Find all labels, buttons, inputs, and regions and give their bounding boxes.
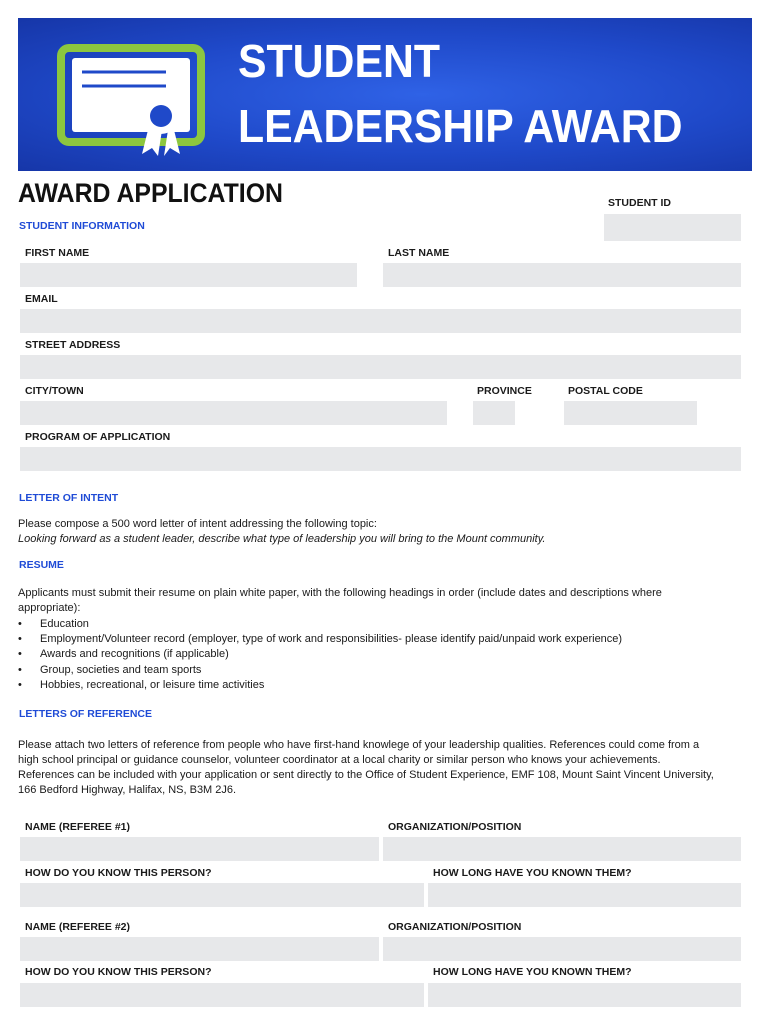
list-item: • Hobbies, recreational, or leisure time activities xyxy=(18,678,748,693)
resume-heading: RESUME xyxy=(19,559,64,571)
referee1-how-long-field[interactable] xyxy=(428,883,741,907)
certificate-icon xyxy=(56,44,206,156)
student-information-heading: STUDENT INFORMATION xyxy=(19,220,145,232)
email-field[interactable] xyxy=(20,309,741,333)
referee2-how-field[interactable] xyxy=(20,983,424,1007)
references-text: Please attach two letters of reference from people who have first-hand knowlege of your leadership qualities. References could come from a high school principal or guidance counselor, volunteer coordinator at a local charity or similar person who knows your achievements. References can be included with your application or sent directly to the Office of Student Experience, EMF 108, Mount Saint Vincent University, 166 Bedford Highway, Halifax, NS, B3M 2J6. xyxy=(18,739,714,796)
first-name-label: FIRST NAME xyxy=(25,247,90,259)
referee1-how-long-label: HOW LONG HAVE YOU KNOWN THEM? xyxy=(433,867,632,879)
program-field[interactable] xyxy=(20,447,741,471)
letter-of-intent-line1: Please compose a 500 word letter of intent addressing the following topic: xyxy=(18,518,377,530)
street-address-label: STREET ADDRESS xyxy=(25,339,121,351)
referee1-how-label: HOW DO YOU KNOW THIS PERSON? xyxy=(25,867,212,879)
resume-intro: Applicants must submit their resume on plain white paper, with the following headings in order (include dates and descriptions where appropriate): xyxy=(18,587,662,614)
banner-title-line1: STUDENT xyxy=(238,35,441,87)
letter-of-intent-line2: Looking forward as a student leader, describe what type of leadership you will bring to the Mount community. xyxy=(18,533,546,545)
referee1-how-field[interactable] xyxy=(20,883,424,907)
resume-list xyxy=(18,617,748,693)
list-item: • Awards and recognitions (if applicable) xyxy=(18,647,748,662)
list-item: • Group, societies and team sports xyxy=(18,663,748,678)
postal-code-field[interactable] xyxy=(564,401,697,425)
letters-of-reference-heading: LETTERS OF REFERENCE xyxy=(19,708,153,720)
student-id-field[interactable] xyxy=(604,214,741,241)
referee2-how-long-label: HOW LONG HAVE YOU KNOWN THEM? xyxy=(433,966,632,978)
list-item: • Employment/Volunteer record (employer, type of work and responsibilities- please identify paid/unpaid work experience) xyxy=(18,632,748,647)
first-name-field[interactable] xyxy=(20,263,357,287)
referee1-name-field[interactable] xyxy=(20,837,379,861)
city-field[interactable] xyxy=(20,401,447,425)
last-name-field[interactable] xyxy=(383,263,741,287)
student-id-label: STUDENT ID xyxy=(608,197,671,209)
postal-code-label: POSTAL CODE xyxy=(568,385,643,397)
banner-title-line2: LEADERSHIP AWARD xyxy=(238,100,683,152)
letter-of-intent-text xyxy=(18,517,748,547)
referee2-org-field[interactable] xyxy=(383,937,741,961)
program-label: PROGRAM OF APPLICATION xyxy=(25,431,171,443)
province-field[interactable] xyxy=(473,401,515,425)
referee2-name-field[interactable] xyxy=(20,937,379,961)
city-label: CITY/TOWN xyxy=(25,385,84,397)
referee1-name-label: NAME (REFEREE #1) xyxy=(25,821,131,833)
referee2-how-label: HOW DO YOU KNOW THIS PERSON? xyxy=(25,966,212,978)
email-label: EMAIL xyxy=(25,293,58,305)
referee2-how-long-field[interactable] xyxy=(428,983,741,1007)
letter-of-intent-heading: LETTER OF INTENT xyxy=(19,492,119,504)
province-label: PROVINCE xyxy=(477,385,532,397)
referee1-org-label: ORGANIZATION/POSITION xyxy=(388,821,522,833)
referee1-org-field[interactable] xyxy=(383,837,741,861)
form-title: AWARD APPLICATION xyxy=(18,178,283,208)
list-item: • Education xyxy=(18,617,748,632)
referee2-name-label: NAME (REFEREE #2) xyxy=(25,921,131,933)
last-name-label: LAST NAME xyxy=(388,247,450,259)
street-address-field[interactable] xyxy=(20,355,741,379)
referee2-org-label: ORGANIZATION/POSITION xyxy=(388,921,522,933)
